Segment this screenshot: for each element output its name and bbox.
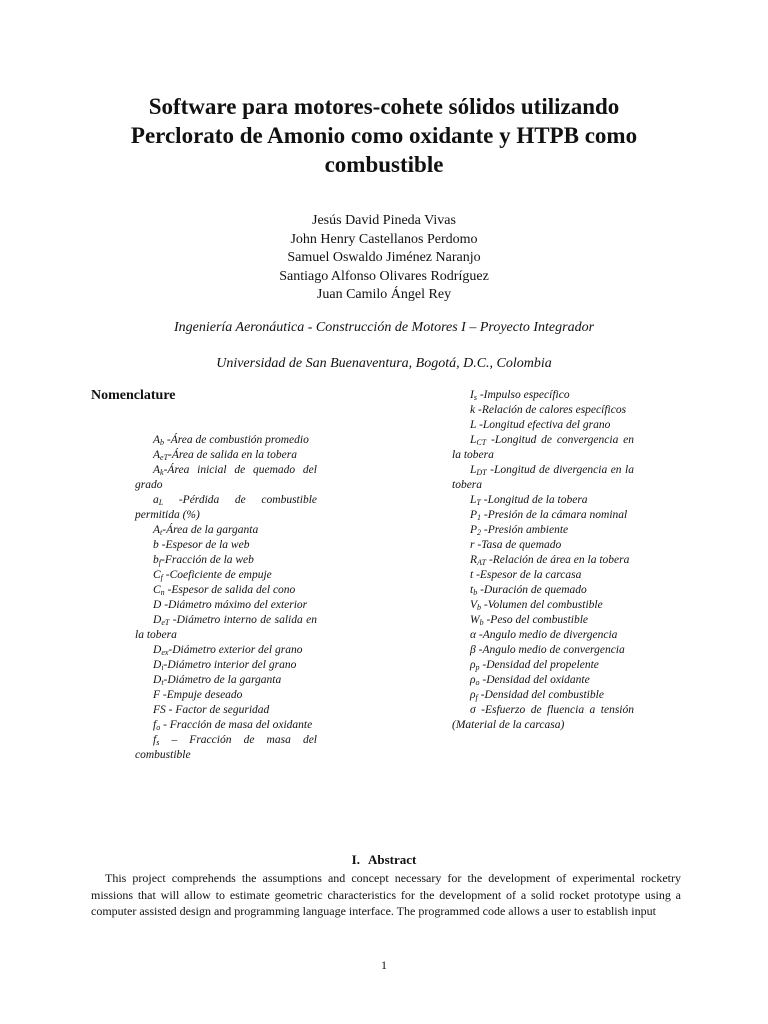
nomenclature-entry [135,598,317,613]
nomenclature-entry [452,658,634,673]
title-line-2: Perclorato de Amonio como oxidante y HTPB como [130,123,638,148]
nomenclature-definition: -Área de salida en la tobera [168,449,297,461]
nomenclature-symbol: $C_f$ [153,569,163,582]
nomenclature-symbol: $f_o$ [153,719,161,732]
nomenclature-entry [452,583,634,598]
title-line-1: Software para motores-cohete sólidos utilizando [148,94,620,119]
nomenclature-entry [135,643,317,658]
nomenclature-definition: -Angulo medio de divergencia [476,629,618,641]
nomenclature-symbol: $a_L$ [153,494,164,507]
nomenclature-definition: -Volumen del combustible [481,599,603,611]
nomenclature-entry [135,538,317,553]
nomenclature-symbol: $P_2$ [470,524,482,537]
nomenclature-definition: -Presión ambiente [481,524,569,536]
paper-title [60,92,708,179]
nomenclature-left-column [135,433,317,763]
nomenclature-symbol: FS [153,704,166,716]
nomenclature-entry [135,733,317,763]
nomenclature-definition: -Longitud efectiva del grano [476,419,611,431]
nomenclature-definition: -Empuje deseado [160,689,243,701]
nomenclature-entry [452,703,634,733]
author-1: Jesús David Pineda Vivas [312,213,456,228]
nomenclature-definition: -Angulo medio de convergencia [475,644,625,656]
nomenclature-definition: -Diámetro de la garganta [163,674,282,686]
nomenclature-symbol: $L_T$ [470,494,481,507]
title-line-3: combustible [324,152,444,177]
nomenclature-definition: -Densidad del oxidante [479,674,590,686]
author-4: Santiago Alfonso Olivares Rodríguez [279,268,489,284]
nomenclature-entry [135,673,317,688]
nomenclature-symbol: r [470,539,475,551]
nomenclature-symbol: $A_t$ [153,524,163,537]
nomenclature-definition: -Longitud de convergencia en la tobera [452,434,634,461]
nomenclature-entry [452,403,634,418]
nomenclature-definition: -Espesor de la carcasa [473,569,582,581]
nomenclature-symbol: $t_b$ [470,584,478,597]
nomenclature-symbol: σ [470,704,476,716]
nomenclature-symbol: $\rho_p$ [470,659,480,672]
nomenclature-entry [135,463,317,493]
university-affiliation: Universidad de San Buenaventura, Bogotá, D.C., Colombia [216,356,552,371]
nomenclature-definition: -Impulso específico [476,389,570,401]
nomenclature-symbol: k [470,404,476,416]
nomenclature-entry [135,583,317,598]
nomenclature-symbol: $I_s$ [470,389,477,402]
nomenclature-symbol: $A_b$ [153,434,165,447]
nomenclature-symbol: $A_k$ [153,464,164,477]
abstract-heading [60,851,708,869]
nomenclature-definition: -Peso del combustible [483,614,589,626]
section-title: Abstract [367,852,417,867]
program-affiliation: Ingeniería Aeronáutica - Construcción de Motores I – Proyecto Integrador [173,320,595,335]
nomenclature-definition: -Diámetro exterior del grano [168,644,303,656]
nomenclature-definition: -Diámetro interno de salida en la tobera [135,614,317,641]
nomenclature-symbol: $D_{ex}$ [153,644,169,657]
nomenclature-symbol: b [153,539,159,551]
nomenclature-symbol: $L_{DT}$ [470,464,487,477]
nomenclature-symbol: F [153,689,161,701]
nomenclature-definition: -Relación de calores específicos [475,404,627,416]
author-list [160,212,608,305]
nomenclature-definition: -Área de la garganta [162,524,259,536]
abstract-text: This project comprehends the assumptions and concept necessary for the development of experimental rocketry missions that will allow to estimate geometric characteristics for the development of a solid rocket prototype using a computer assisted design and programming language interface. The programmed code allows a user to establish input [91,871,681,918]
author-5: Juan Camilo Ángel Rey [316,287,452,303]
nomenclature-definition: – Fracción de masa del combustible [135,734,317,761]
nomenclature-symbol: $\rho_o$ [470,674,480,687]
nomenclature-symbol: $L_{CT}$ [470,434,487,447]
nomenclature-entry [452,628,634,643]
nomenclature-definition: -Pérdida de combustible permitida (%) [135,494,317,521]
author-2: John Henry Castellanos Perdomo [290,231,478,247]
nomenclature-symbol: $C_n$ [153,584,165,597]
nomenclature-definition: -Espesor de salida del cono [164,584,296,596]
nomenclature-entry [135,703,317,718]
nomenclature-entry [452,463,634,493]
nomenclature-symbol: $f_s$ [153,734,160,747]
nomenclature-entry [452,388,634,403]
nomenclature-entry [452,538,634,553]
nomenclature-entry [452,688,634,703]
nomenclature-definition: -Longitud de la tobera [480,494,588,506]
nomenclature-symbol: D [153,599,162,611]
nomenclature-entry [452,433,634,463]
nomenclature-entry [452,643,634,658]
nomenclature-definition: -Área inicial de quemado del grado [135,464,317,491]
nomenclature-definition: -Espesor de la web [158,539,250,551]
nomenclature-entry [452,598,634,613]
nomenclature-definition: -Longitud de divergencia en la tobera [452,464,634,491]
nomenclature-entry [135,718,317,733]
nomenclature-entry [452,553,634,568]
nomenclature-entry [135,493,317,523]
nomenclature-definition: -Fracción de la web [160,554,254,566]
nomenclature-definition: -Densidad del combustible [477,689,604,701]
section-number: I. [351,852,360,867]
nomenclature-entry [135,658,317,673]
nomenclature-entry [452,508,634,523]
nomenclature-entry [135,613,317,643]
nomenclature-entry [135,688,317,703]
nomenclature-symbol: $R_{AT}$ [470,554,487,567]
nomenclature-entry [452,418,634,433]
nomenclature-definition: -Diámetro máximo del exterior [161,599,308,611]
nomenclature-entry [452,673,634,688]
nomenclature-definition: -Tasa de quemado [474,539,562,551]
nomenclature-definition: - Factor de seguridad [165,704,270,716]
nomenclature-definition: - Fracción de masa del oxidante [160,719,313,731]
nomenclature-definition: -Presión de la cámara nominal [481,509,628,521]
nomenclature-definition: -Relación de área en la tobera [486,554,630,566]
nomenclature-heading: Nomenclature [91,388,176,403]
nomenclature-symbol: $D_t$ [153,674,164,687]
nomenclature-entry [135,448,317,463]
nomenclature-symbol: β [470,644,476,656]
nomenclature-right-column [452,388,634,733]
nomenclature-definition: -Coeficiente de empuje [162,569,272,581]
nomenclature-symbol: $W_b$ [470,614,484,627]
nomenclature-symbol: t [470,569,474,581]
author-3: Samuel Oswaldo Jiménez Naranjo [287,250,481,266]
nomenclature-entry [452,613,634,628]
nomenclature-entry [135,523,317,538]
nomenclature-entry [452,493,634,508]
nomenclature-symbol: α [470,629,477,641]
nomenclature-symbol: $b_f$ [153,554,161,567]
nomenclature-definition: -Densidad del propelente [479,659,599,671]
nomenclature-definition: -Duración de quemado [477,584,587,596]
nomenclature-symbol: $A_{eT}$ [153,449,169,462]
page-number: 1 [381,958,387,972]
nomenclature-definition: -Área de combustión promedio [164,434,309,446]
nomenclature-definition: -Diámetro interior del grano [163,659,297,671]
nomenclature-symbol: $D_i$ [153,659,164,672]
nomenclature-symbol: $P_1$ [470,509,482,522]
nomenclature-symbol: $\rho_f$ [470,689,478,702]
nomenclature-symbol: L [470,419,477,431]
nomenclature-entry [135,568,317,583]
nomenclature-symbol: $D_{eT}$ [153,614,170,627]
nomenclature-entry [135,553,317,568]
nomenclature-entry [135,433,317,448]
nomenclature-symbol: $V_b$ [470,599,482,612]
nomenclature-entry [452,568,634,583]
nomenclature-definition: -Esfuerzo de fluencia a tensión (Material de la carcasa) [452,704,634,731]
nomenclature-entry [452,523,634,538]
